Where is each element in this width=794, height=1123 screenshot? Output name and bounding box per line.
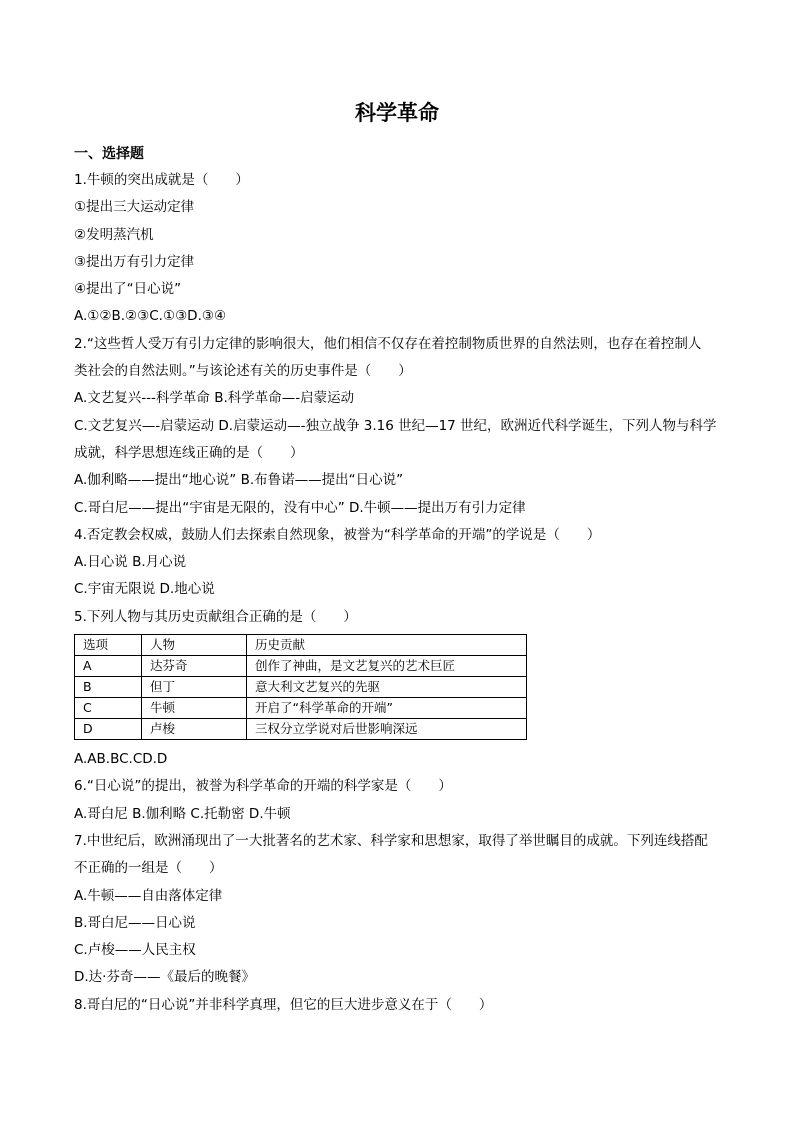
table-row xyxy=(75,656,527,677)
q6-stem: 6.“日心说”的提出，被誉为科学革命的开端的科学家是（ ） xyxy=(74,778,452,795)
table-cell: 牛顿 xyxy=(142,698,247,719)
table-row xyxy=(75,677,527,698)
section-heading: 一、选择题 xyxy=(74,146,144,162)
table-cell: 三权分立学说对后世影响深远 xyxy=(247,719,527,740)
q2-options-cd-q3-stem: C.文艺复兴—-启蒙运动 D.启蒙运动—-独立战争 3.16 世纪—17 世纪，欧洲近代科学诞生，下列人物与科学 xyxy=(74,417,717,434)
q2-stem-line-2: 类社会的自然法则。”与该论述有关的历史事件是（ ） xyxy=(74,363,412,380)
q5-stem: 5.下列人物与其历史贡献组合正确的是（ ） xyxy=(74,608,357,625)
q3-stem-line-2: 成就，科学思想连线正确的是（ ） xyxy=(74,444,304,461)
q8-stem: 8.哥白尼的“日心说”并非科学真理，但它的巨大进步意义在于（ ） xyxy=(74,996,493,1013)
q7-stem-line-2: 不正确的一组是（ ） xyxy=(74,860,223,877)
q7-option-d: D.达·芬奇——《最后的晚餐》 xyxy=(74,969,255,986)
table-header-cell: 选项 xyxy=(75,635,142,656)
q7-option-a: A.牛顿——自由落体定律 xyxy=(74,887,223,904)
table-row xyxy=(75,698,527,719)
q4-stem: 4.否定教会权威，鼓励人们去探索自然现象，被誉为“科学革命的开端”的学说是（ ） xyxy=(74,526,601,543)
q1-item-2: ②发明蒸汽机 xyxy=(74,226,154,243)
q7-stem-line-1: 7.中世纪后，欧洲涌现出了一大批著名的艺术家、科学家和思想家，取得了举世瞩目的成就。下列连线搭配 xyxy=(74,832,708,849)
table-cell: A xyxy=(75,656,142,677)
q7-option-b: B.哥白尼——日心说 xyxy=(74,914,196,931)
q5-table xyxy=(74,634,527,740)
table-cell: 开启了“科学革命的开端” xyxy=(247,698,527,719)
q3-options-cd: C.哥白尼——提出“宇宙是无限的，没有中心” D.牛顿——提出万有引力定律 xyxy=(74,499,526,516)
table-row xyxy=(75,719,527,740)
q3-options-ab: A.伽利略——提出“地心说” B.布鲁诺——提出“日心说” xyxy=(74,472,404,489)
q7-option-c: C.卢梭——人民主权 xyxy=(74,942,196,959)
q1-item-4: ④提出了“日心说” xyxy=(74,281,182,298)
table-cell: C xyxy=(75,698,142,719)
q4-options-ab: A.日心说 B.月心说 xyxy=(74,554,187,571)
q1-stem: 1.牛顿的突出成就是（ ） xyxy=(74,172,249,188)
table-cell: 卢梭 xyxy=(142,719,247,740)
question-list xyxy=(74,167,724,1019)
q1-options: A.①②B.②③C.①③D.③④ xyxy=(74,308,227,325)
page-title: 科学革命 xyxy=(355,100,439,125)
q4-options-cd: C.宇宙无限说 D.地心说 xyxy=(74,581,215,598)
q2-options-ab: A.文艺复兴---科学革命 B.科学革命—-启蒙运动 xyxy=(74,390,355,407)
table-cell: 意大利文艺复兴的先驱 xyxy=(247,677,527,698)
table-header-row xyxy=(75,635,527,656)
table-cell: 达芬奇 xyxy=(142,656,247,677)
q5-options: A.AB.BC.CD.D xyxy=(74,751,168,768)
table-cell: B xyxy=(75,677,142,698)
table-header-cell: 历史贡献 xyxy=(247,635,527,656)
table-cell: 创作了神曲，是文艺复兴的艺术巨匠 xyxy=(247,656,527,677)
q6-options: A.哥白尼 B.伽利略 C.托勒密 D.牛顿 xyxy=(74,805,291,822)
q1-item-1: ①提出三大运动定律 xyxy=(74,199,195,216)
table-cell: D xyxy=(75,719,142,740)
q1-item-3: ③提出万有引力定律 xyxy=(74,253,195,270)
table-cell: 但丁 xyxy=(142,677,247,698)
table-header-cell: 人物 xyxy=(142,635,247,656)
q2-stem-line-1: 2.“这些哲人受万有引力定律的影响很大，他们相信不仅存在着控制物质世界的自然法则，也存在着控制人 xyxy=(74,335,702,352)
